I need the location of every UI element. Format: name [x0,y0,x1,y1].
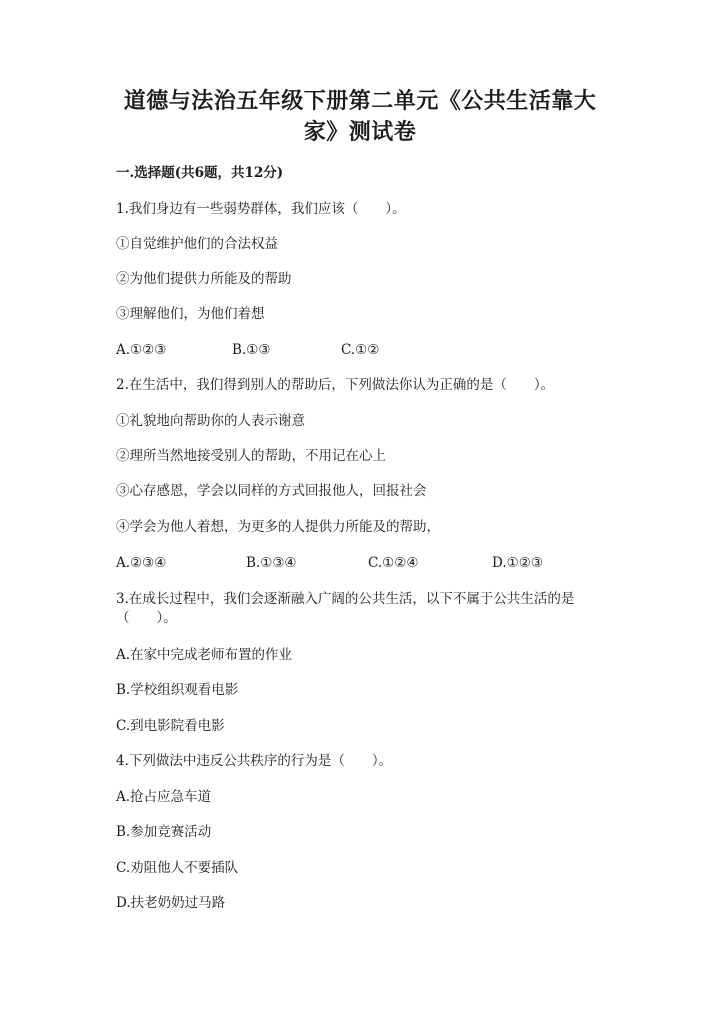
question-1-stem: 1.我们身边有一些弱势群体，我们应该（ ）。 [116,201,406,217]
question-1-statement: ③理解他们，为他们着想 [116,306,265,322]
question-3-stem-continued: （ ）。 [116,610,177,626]
question-4-option-b: B.参加竞赛活动 [116,824,212,840]
question-1-option-a: A.①②③ [116,342,167,358]
question-3-stem: 3.在成长过程中，我们会逐渐融入广阔的公共生活，以下不属于公共生活的是 [116,591,575,607]
question-2-option-c: C.①②④ [368,555,419,571]
question-2-option-b: B.①③④ [246,555,297,571]
question-4-stem: 4.下列做法中违反公共秩序的行为是（ ）。 [116,753,393,769]
question-1-option-b: B.①③ [232,342,271,358]
question-1-statement: ①自觉维护他们的合法权益 [116,236,278,252]
question-3-option-c: C.到电影院看电影 [116,718,225,734]
section-heading: 一.选择题(共6题，共12分) [116,165,284,181]
question-2-statement: ③心存感恩，学会以同样的方式回报他人，回报社会 [116,483,427,499]
question-2-statement: ①礼貌地向帮助你的人表示谢意 [116,413,305,429]
question-2-statement: ④学会为他人着想，为更多的人提供力所能及的帮助， [116,519,440,535]
question-3-option-b: B.学校组织观看电影 [116,682,239,698]
question-4-option-d: D.扶老奶奶过马路 [116,895,226,911]
question-4-option-a: A.抢占应急车道 [116,789,212,805]
question-3-option-a: A.在家中完成老师布置的作业 [116,647,293,663]
question-1-statement: ②为他们提供力所能及的帮助 [116,271,292,287]
question-2-option-d: D.①②③ [492,555,543,571]
question-1-option-c: C.①② [341,342,380,358]
page-title: 道德与法治五年级下册第二单元《公共生活靠大家》测试卷 [123,88,597,145]
question-4-option-c: C.劝阻他人不要插队 [116,860,239,876]
question-2-statement: ②理所当然地接受别人的帮助，不用记在心上 [116,448,386,464]
question-2-stem: 2.在生活中，我们得到别人的帮助后，下列做法你认为正确的是（ ）。 [116,377,555,393]
question-2-option-a: A.②③④ [116,555,167,571]
